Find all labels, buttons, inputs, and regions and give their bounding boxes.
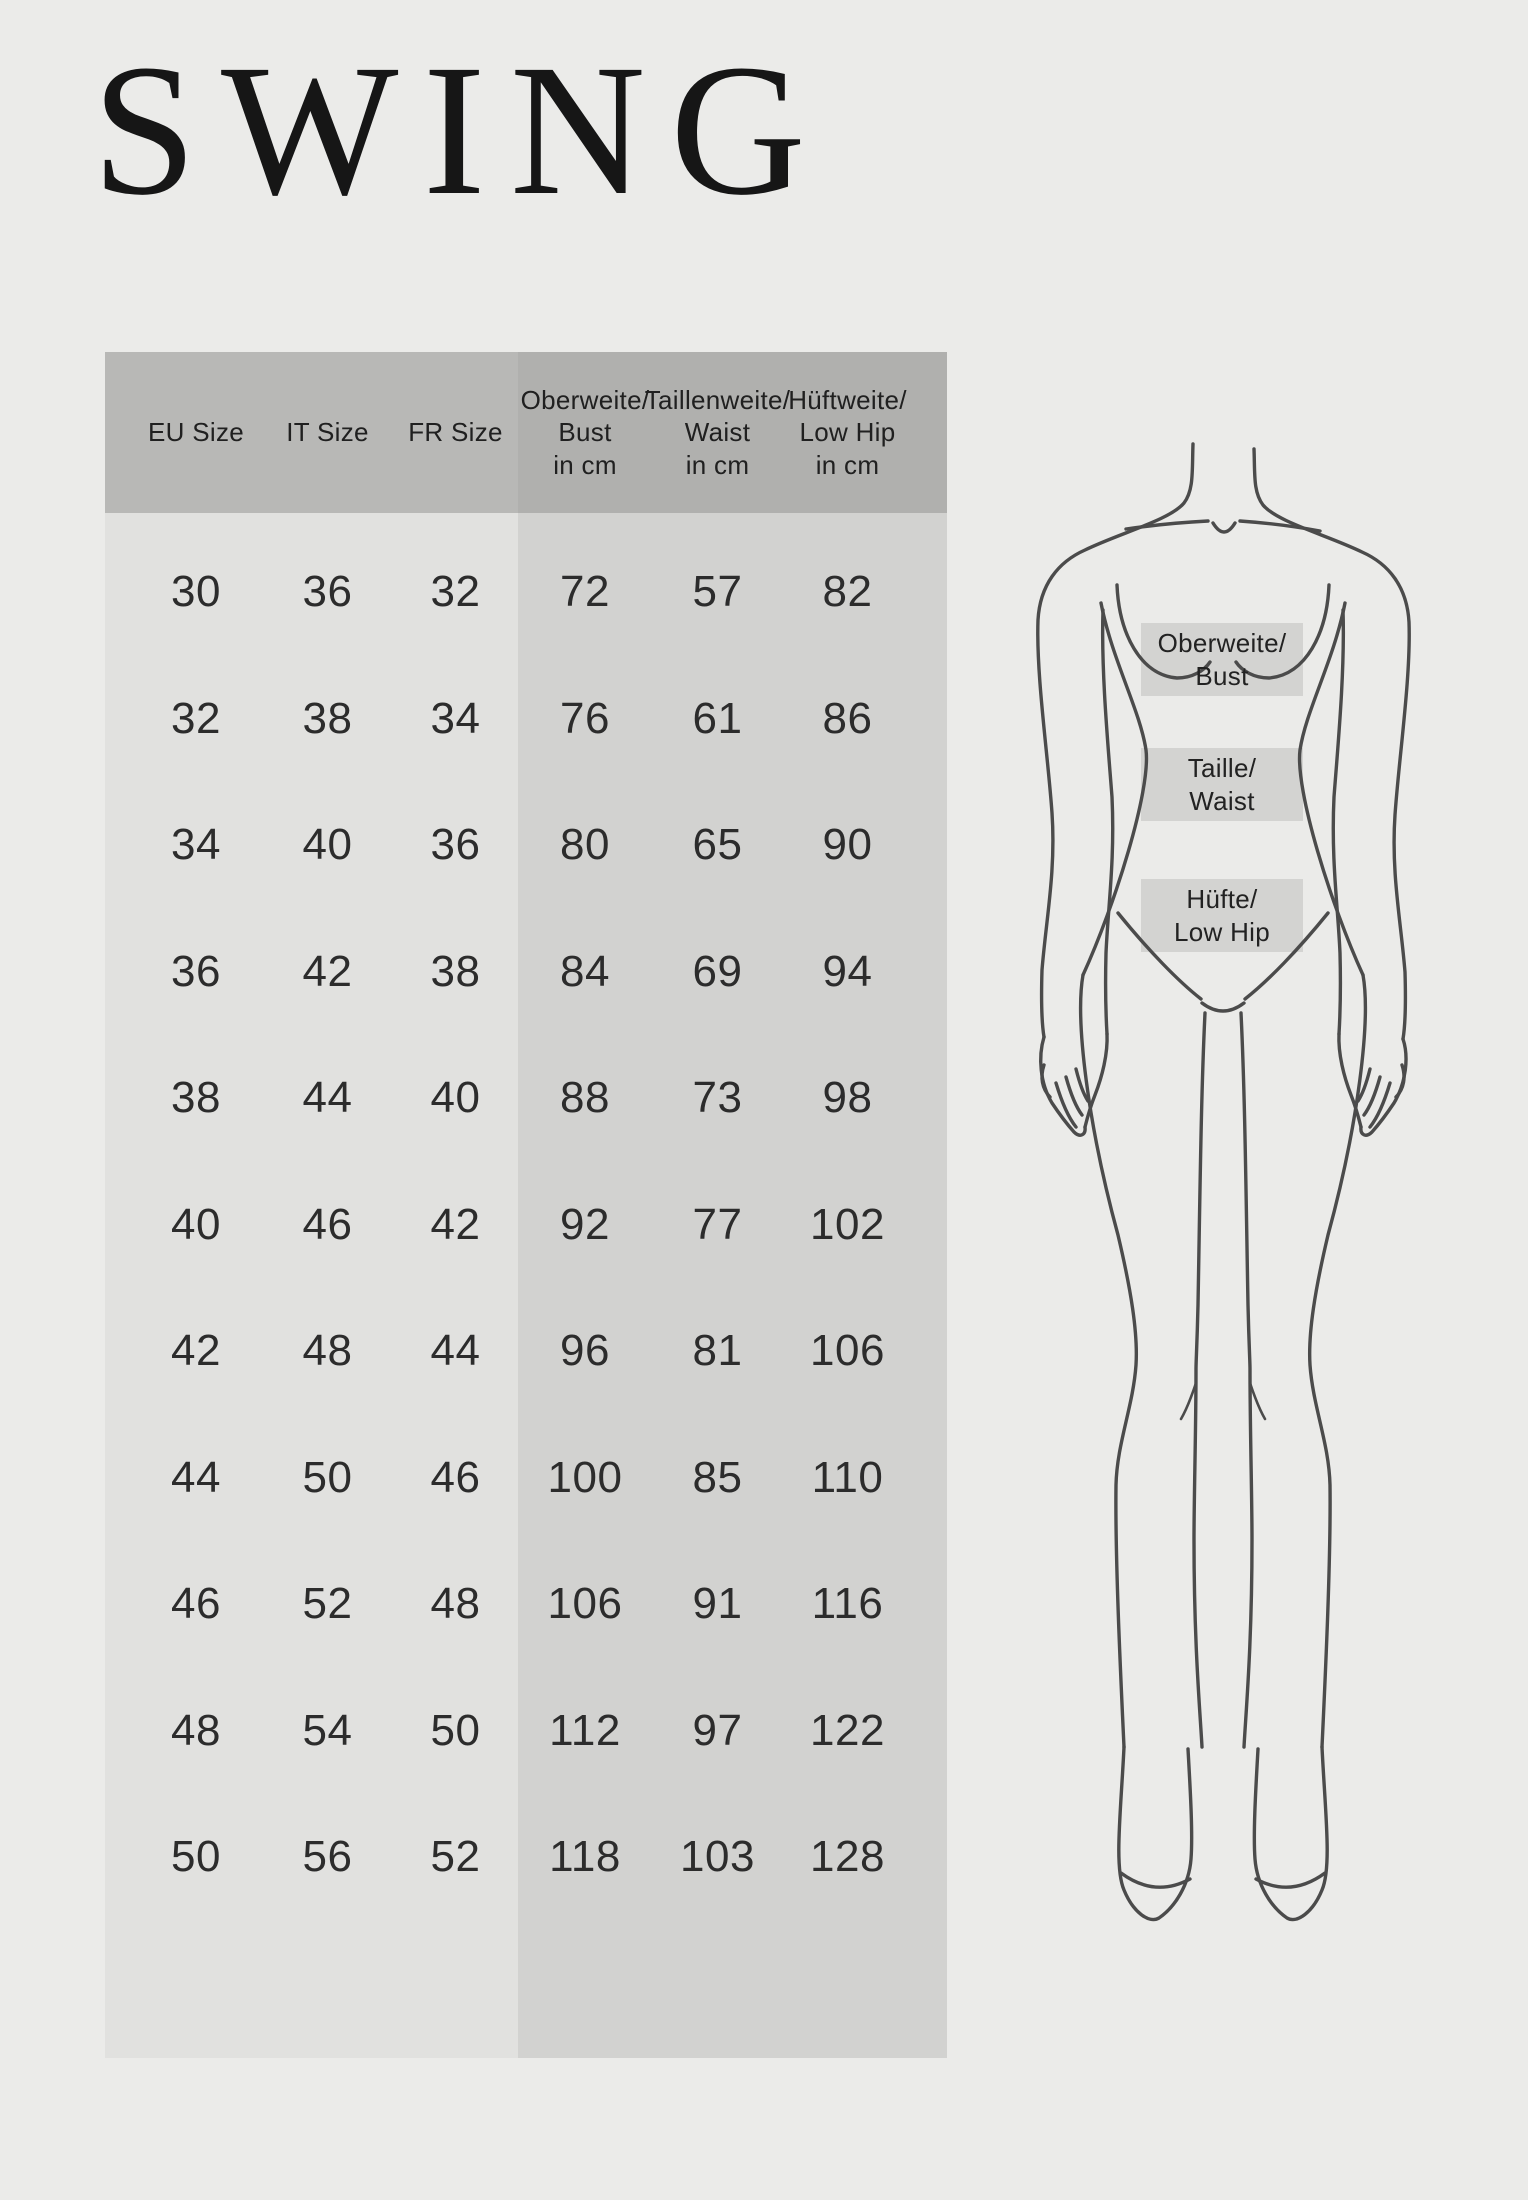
table-cell: 88 [560,1073,610,1123]
table-cell: 106 [547,1579,623,1629]
table-cell: 86 [822,693,873,743]
header-it-size: IT Size [286,417,369,447]
table-cell: 36 [171,946,221,996]
table-cell: 46 [430,1452,481,1502]
table-cell: 57 [692,567,743,617]
table-cell: 42 [430,1199,481,1249]
table-cell: 103 [680,1832,755,1882]
hip-label: Hüfte/ Low Hip [1173,883,1271,947]
table-cell: 56 [302,1832,353,1882]
table-cell: 52 [302,1579,353,1629]
table-cell: 76 [560,693,610,743]
table-cell: 110 [811,1452,884,1502]
table-cell: 112 [549,1705,621,1755]
table-cell: 72 [560,567,610,617]
figure-hands [1041,1034,1406,1135]
table-cell: 122 [810,1705,885,1755]
table-cell: 40 [171,1199,221,1249]
table-cell: 38 [302,693,353,743]
table-cell: 38 [430,946,481,996]
table-cell: 128 [810,1832,885,1882]
table-cell: 91 [692,1579,743,1629]
table-cell: 48 [302,1326,353,1376]
table-cell: 61 [692,693,743,743]
header-waist: Taillenweite/ Waist in cm [644,385,791,480]
table-cell: 34 [171,820,221,870]
table-cell: 118 [549,1832,621,1882]
table-cell: 50 [171,1832,221,1882]
table-cell: 54 [302,1705,353,1755]
table-cell: 84 [560,946,610,996]
table-cell: 48 [430,1579,481,1629]
table-cell: 96 [560,1326,610,1376]
table-cell: 36 [430,820,481,870]
table-cell: 36 [302,567,353,617]
table-cell: 34 [430,693,481,743]
table-cell: 30 [171,567,221,617]
table-cell: 69 [692,946,743,996]
table-cell: 77 [692,1199,743,1249]
table-cell: 82 [822,567,873,617]
header-low-hip: Hüftweite/ Low Hip in cm [788,385,907,480]
table-cell: 98 [822,1073,873,1123]
table-cell: 102 [810,1199,885,1249]
table-cell: 50 [302,1452,353,1502]
table-cell: 48 [171,1705,221,1755]
table-cell: 42 [302,946,353,996]
table-cell: 32 [171,693,221,743]
table-cell: 100 [547,1452,623,1502]
table-cell: 38 [171,1073,221,1123]
table-cell: 106 [810,1326,885,1376]
table-cell: 80 [560,820,610,870]
table-cell: 73 [692,1073,743,1123]
table-cell: 97 [692,1705,743,1755]
header-eu-size: EU Size [147,417,245,447]
size-table-rows [105,513,947,1921]
table-cell: 65 [692,820,743,870]
table-cell: 90 [822,820,873,870]
table-cell: 44 [430,1326,481,1376]
table-cell: 94 [822,946,873,996]
table-cell: 116 [811,1579,884,1629]
table-cell: 46 [302,1199,353,1249]
table-cell: 44 [171,1452,221,1502]
table-cell: 52 [430,1832,481,1882]
table-cell: 50 [430,1705,481,1755]
table-cell: 44 [302,1073,353,1123]
table-cell: 40 [302,820,353,870]
table-cell: 40 [430,1073,481,1123]
table-cell: 42 [171,1326,221,1376]
figure-legs [1081,975,1366,1747]
brand-logo: SWING [92,25,831,234]
table-cell: 32 [430,567,481,617]
waist-label: Taille/ Waist [1187,752,1257,816]
size-table-header [105,352,947,513]
size-table [105,352,947,2058]
header-bust: Oberweite/ Bust in cm [520,385,650,480]
header-fr-size: FR Size [408,417,503,447]
figure-feet [1119,1747,1327,1920]
table-cell: 81 [692,1326,743,1376]
table-cell: 85 [692,1452,743,1502]
bust-label: Oberweite/ Bust [1157,627,1287,691]
table-cell: 46 [171,1579,221,1629]
table-cell: 92 [560,1199,610,1249]
